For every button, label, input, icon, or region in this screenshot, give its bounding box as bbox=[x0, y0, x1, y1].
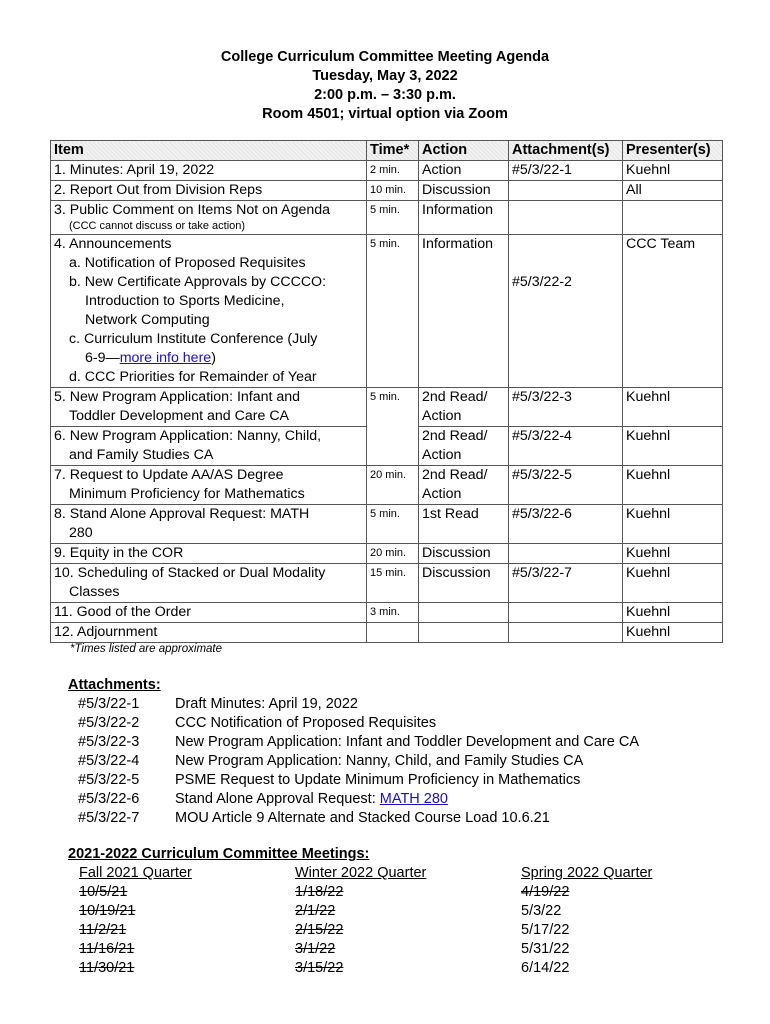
time-cell: 5 min. bbox=[367, 388, 419, 466]
times-footnote: *Times listed are approximate bbox=[70, 643, 223, 655]
item-cell: 1. Minutes: April 19, 2022 bbox=[51, 161, 367, 181]
meeting-date: 5/31/22 bbox=[521, 941, 570, 957]
fall-quarter-label: Fall 2021 Quarter bbox=[79, 865, 192, 881]
time-cell: 3 min. bbox=[367, 603, 419, 623]
attachment-cell: #5/3/22-7 bbox=[509, 564, 623, 603]
meeting-date: 5/3/22 bbox=[521, 903, 562, 919]
table-row bbox=[51, 388, 723, 427]
attachments-list bbox=[78, 695, 639, 828]
presenter-cell: Kuehnl bbox=[623, 466, 723, 505]
table-row bbox=[51, 564, 723, 603]
attachment-cell: #5/3/22-4 bbox=[509, 427, 623, 466]
attachment-cell bbox=[509, 544, 623, 564]
time-cell: 2 min. bbox=[367, 161, 419, 181]
attachments-heading: Attachments: bbox=[68, 677, 161, 693]
announcement-d: d. CCC Priorities for Remainder of Year bbox=[69, 369, 317, 385]
spring-quarter-column bbox=[521, 864, 652, 978]
attachment-cell: #5/3/22-6 bbox=[509, 505, 623, 544]
item-text: 4. Announcements bbox=[54, 236, 172, 252]
col-header-item: Item bbox=[51, 141, 367, 161]
time-cell: 20 min. bbox=[367, 544, 419, 564]
agenda-table bbox=[50, 140, 723, 643]
item-cell: 6. New Program Application: Nanny, Child, and Family Studies CA bbox=[51, 427, 367, 466]
presenter-cell: Kuehnl bbox=[623, 427, 723, 466]
meeting-date: 1/18/22 bbox=[295, 884, 344, 900]
attachment-cell bbox=[509, 623, 623, 643]
table-row bbox=[51, 181, 723, 201]
col-header-action: Action bbox=[419, 141, 509, 161]
action-cell: 2nd Read/ Action bbox=[419, 388, 509, 427]
spring-quarter-label: Spring 2022 Quarter bbox=[521, 865, 653, 881]
announcement-b: b. New Certificate Approvals by CCCCO: bbox=[69, 274, 327, 290]
meeting-date: 6/14/22 bbox=[521, 960, 570, 976]
presenter-cell: Kuehnl bbox=[623, 623, 723, 643]
presenter-cell: CCC Team bbox=[623, 235, 723, 388]
meeting-location: Room 4501; virtual option via Zoom bbox=[262, 106, 508, 122]
meeting-date: 11/2/21 bbox=[79, 922, 127, 938]
meeting-date: 3/15/22 bbox=[295, 960, 344, 976]
meeting-date: 11/30/21 bbox=[79, 960, 135, 976]
presenter-cell: All bbox=[623, 181, 723, 201]
action-cell: 2nd Read/ Action bbox=[419, 466, 509, 505]
meeting-date: 3/1/22 bbox=[295, 941, 336, 957]
presenter-cell: Kuehnl bbox=[623, 505, 723, 544]
time-cell: 5 min. bbox=[367, 201, 419, 235]
agenda-header bbox=[0, 48, 770, 124]
meeting-date: 5/17/22 bbox=[521, 922, 570, 938]
action-cell: 1st Read bbox=[419, 505, 509, 544]
attachment-cell: #5/3/22-1 bbox=[509, 161, 623, 181]
attachment-cell bbox=[509, 181, 623, 201]
list-item: #5/3/22-5 PSME Request to Update Minimum Proficiency in Mathematics bbox=[78, 772, 581, 788]
item-note: (CCC cannot discuss or take action) bbox=[69, 220, 246, 232]
presenter-cell: Kuehnl bbox=[623, 388, 723, 427]
presenter-cell: Kuehnl bbox=[623, 544, 723, 564]
item-cell: 10. Scheduling of Stacked or Dual Modality Classes bbox=[51, 564, 367, 603]
action-cell: Discussion bbox=[419, 564, 509, 603]
list-item: #5/3/22-1 Draft Minutes: April 19, 2022 bbox=[78, 696, 358, 712]
meeting-date: 11/16/21 bbox=[79, 941, 135, 957]
item-cell bbox=[51, 201, 367, 235]
action-cell bbox=[419, 603, 509, 623]
attachment-cell bbox=[509, 603, 623, 623]
table-row bbox=[51, 466, 723, 505]
time-cell bbox=[367, 623, 419, 643]
action-cell: Discussion bbox=[419, 181, 509, 201]
item-cell: 9. Equity in the COR bbox=[51, 544, 367, 564]
fall-quarter-column bbox=[79, 864, 192, 978]
announcement-c: c. Curriculum Institute Conference (July bbox=[69, 331, 318, 347]
item-cell: 7. Request to Update AA/AS Degree Minimum Proficiency for Mathematics bbox=[51, 466, 367, 505]
item-cell bbox=[51, 235, 367, 388]
more-info-link[interactable]: more info here bbox=[119, 350, 212, 366]
col-header-time: Time* bbox=[367, 141, 419, 161]
meeting-date: 10/5/21 bbox=[79, 884, 128, 900]
item-cell: 11. Good of the Order bbox=[51, 603, 367, 623]
list-item: #5/3/22-7 MOU Article 9 Alternate and Stacked Course Load 10.6.21 bbox=[78, 810, 550, 826]
list-item: #5/3/22-2 CCC Notification of Proposed Requisites bbox=[78, 715, 437, 731]
attachment-cell: #5/3/22-2 bbox=[509, 235, 623, 388]
list-item: #5/3/22-6 Stand Alone Approval Request: MATH 280 bbox=[78, 791, 448, 807]
presenter-cell: Kuehnl bbox=[623, 603, 723, 623]
announcement-c-line2: 6-9—more info here) bbox=[85, 350, 216, 366]
action-cell: Action bbox=[419, 161, 509, 181]
item-cell: 5. New Program Application: Infant and Toddler Development and Care CA bbox=[51, 388, 367, 427]
action-cell: 2nd Read/ Action bbox=[419, 427, 509, 466]
winter-quarter-column bbox=[295, 864, 426, 978]
list-item: #5/3/22-3 New Program Application: Infant and Toddler Development and Care CA bbox=[78, 734, 639, 750]
meetings-heading: 2021-2022 Curriculum Committee Meetings: bbox=[68, 846, 370, 862]
attachment-cell: #5/3/22-5 bbox=[509, 466, 623, 505]
table-row bbox=[51, 201, 723, 235]
time-cell: 15 min. bbox=[367, 564, 419, 603]
col-header-presenters: Presenter(s) bbox=[623, 141, 723, 161]
presenter-cell bbox=[623, 201, 723, 235]
time-cell: 10 min. bbox=[367, 181, 419, 201]
action-cell: Discussion bbox=[419, 544, 509, 564]
time-cell: 20 min. bbox=[367, 466, 419, 505]
announcement-b-line2: Introduction to Sports Medicine, bbox=[85, 293, 285, 309]
table-row bbox=[51, 623, 723, 643]
table-row bbox=[51, 161, 723, 181]
attachment-cell bbox=[509, 201, 623, 235]
table-row bbox=[51, 235, 723, 388]
math-280-link[interactable]: MATH 280 bbox=[379, 791, 448, 807]
meeting-date: 2/15/22 bbox=[295, 922, 344, 938]
announcement-b-line3: Network Computing bbox=[85, 312, 210, 328]
item-cell: 8. Stand Alone Approval Request: MATH 280 bbox=[51, 505, 367, 544]
attachment-cell: #5/3/22-3 bbox=[509, 388, 623, 427]
action-cell: Information bbox=[419, 235, 509, 388]
time-cell: 5 min. bbox=[367, 235, 419, 388]
item-cell: 12. Adjournment bbox=[51, 623, 367, 643]
presenter-cell: Kuehnl bbox=[623, 161, 723, 181]
item-text: 3. Public Comment on Items Not on Agenda bbox=[54, 202, 331, 218]
meeting-date: 4/19/22 bbox=[521, 884, 570, 900]
table-header-row bbox=[51, 141, 723, 161]
action-cell: Information bbox=[419, 201, 509, 235]
table-row bbox=[51, 544, 723, 564]
table-row bbox=[51, 603, 723, 623]
item-cell: 2. Report Out from Division Reps bbox=[51, 181, 367, 201]
meeting-date: Tuesday, May 3, 2022 bbox=[312, 68, 458, 84]
action-cell bbox=[419, 623, 509, 643]
presenter-cell: Kuehnl bbox=[623, 564, 723, 603]
meeting-time: 2:00 p.m. – 3:30 p.m. bbox=[314, 87, 456, 103]
announcement-a: a. Notification of Proposed Requisites bbox=[69, 255, 306, 271]
time-cell: 5 min. bbox=[367, 505, 419, 544]
col-header-attachments: Attachment(s) bbox=[509, 141, 623, 161]
meeting-date: 2/1/22 bbox=[295, 903, 336, 919]
meeting-date: 10/19/21 bbox=[79, 903, 136, 919]
table-row bbox=[51, 505, 723, 544]
winter-quarter-label: Winter 2022 Quarter bbox=[295, 865, 427, 881]
list-item: #5/3/22-4 New Program Application: Nanny, Child, and Family Studies CA bbox=[78, 753, 584, 769]
agenda-title: College Curriculum Committee Meeting Agenda bbox=[220, 49, 550, 65]
